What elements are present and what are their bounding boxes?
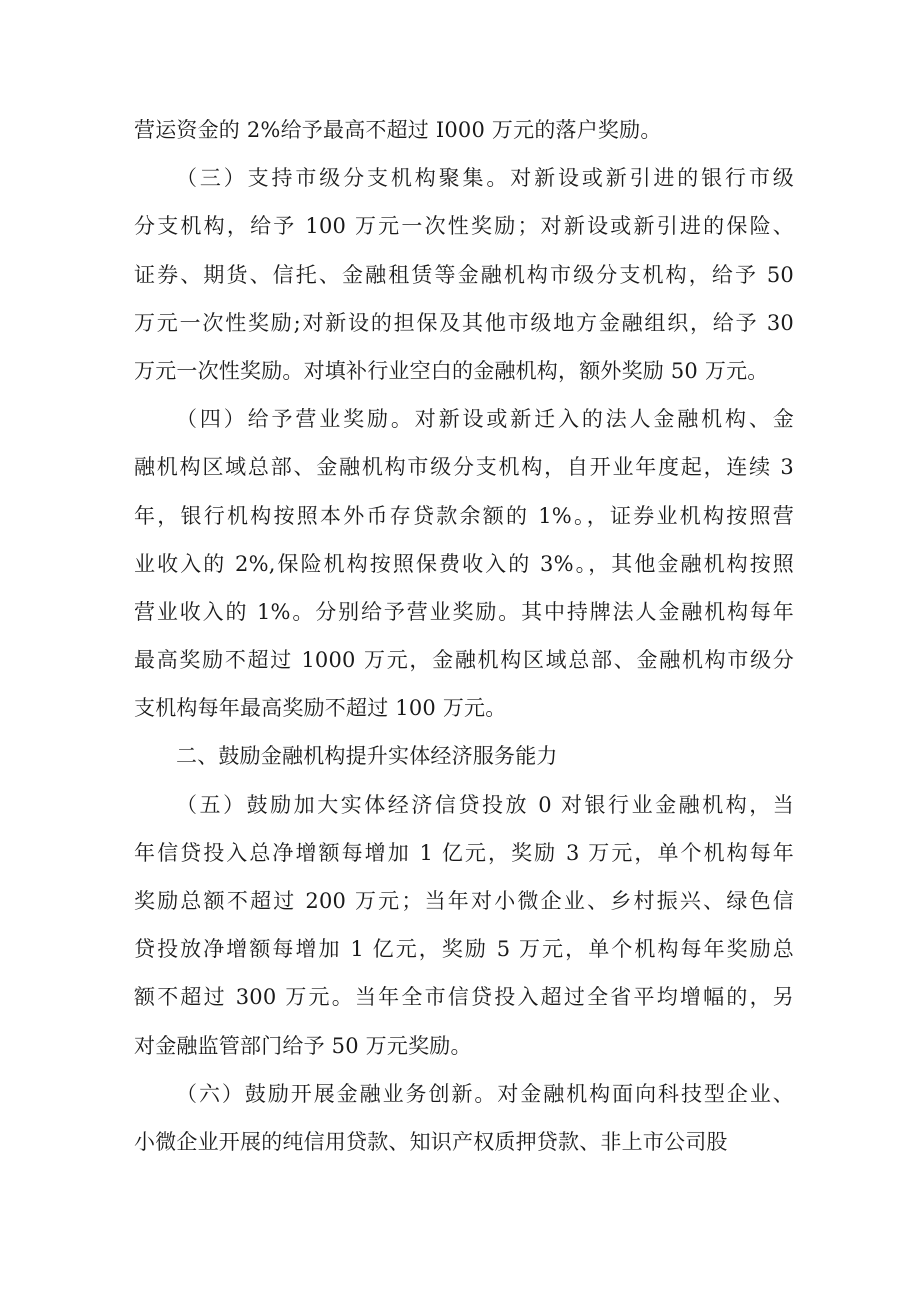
text-line: 支机构每年最高奖励不超过 100 万元。	[134, 696, 507, 721]
text-line: 额不超过 300 万元。当年全市信贷投入超过全省平均增幅的，另	[134, 985, 794, 1010]
paragraph	[134, 781, 794, 1070]
text-line: 业收入的 2%,保险机构按照保费收入的 3%。，其他金融机构按照	[134, 551, 794, 576]
paragraph	[134, 106, 794, 154]
text-line: （四）给予营业奖励。对新设或新迁入的法人金融机构、金	[176, 407, 794, 432]
text-line: （五）鼓励加大实体经济信贷投放 0 对银行业金融机构，当	[176, 792, 794, 817]
text-line: （六）鼓励开展金融业务创新。对金融机构面向科技型企业、	[176, 1081, 794, 1106]
text-line: 年信贷投入总净增额每增加 1 亿元，奖励 3 万元，单个机构每年	[134, 840, 794, 865]
text-line: 二、鼓励金融机构提升实体经济服务能力	[176, 744, 558, 769]
text-line: 贷投放净增额每增加 1 亿元，奖励 5 万元，单个机构每年奖励总	[134, 937, 794, 962]
text-line: 万元一次性奖励;对新设的担保及其他市级地方金融组织，给予 30	[134, 310, 794, 335]
text-line: 小微企业开展的纯信用贷款、知识产权质押贷款、非上市公司股	[134, 1129, 728, 1154]
text-line: 分支机构，给予 100 万元一次性奖励；对新设或新引进的保险、	[134, 214, 794, 239]
text-line: 对金融监管部门给予 50 万元奖励。	[134, 1033, 472, 1058]
text-line: 奖励总额不超过 200 万元；当年对小微企业、乡村振兴、绿色信	[134, 889, 794, 913]
text-line: 营业收入的 1%。分别给予营业奖励。其中持牌法人金融机构每年	[134, 599, 794, 624]
text-line: 万元一次性奖励。对填补行业空白的金融机构，额外奖励 50 万元。	[134, 358, 769, 383]
text-line: 证券、期货、信托、金融租赁等金融机构市级分支机构，给予 50	[134, 262, 794, 287]
text-line: 融机构区域总部、金融机构市级分支机构，自开业年度起，连续 3	[134, 455, 794, 480]
paragraph	[134, 1070, 794, 1166]
section-heading	[134, 732, 794, 780]
text-line: （三）支持市级分支机构聚集。对新设或新引进的银行市级	[176, 166, 794, 191]
paragraph	[134, 154, 794, 395]
text-line: 最高奖励不超过 1000 万元，金融机构区域总部、金融机构市级分	[134, 648, 794, 673]
text-line: 营运资金的 2%给予最高不超过 I000 万元的落户奖励。	[134, 118, 662, 142]
document-body	[134, 106, 794, 1166]
paragraph	[134, 395, 794, 732]
text-line: 年，银行机构按照本外币存贷款余额的 1%。，证券业机构按照营	[134, 503, 794, 528]
